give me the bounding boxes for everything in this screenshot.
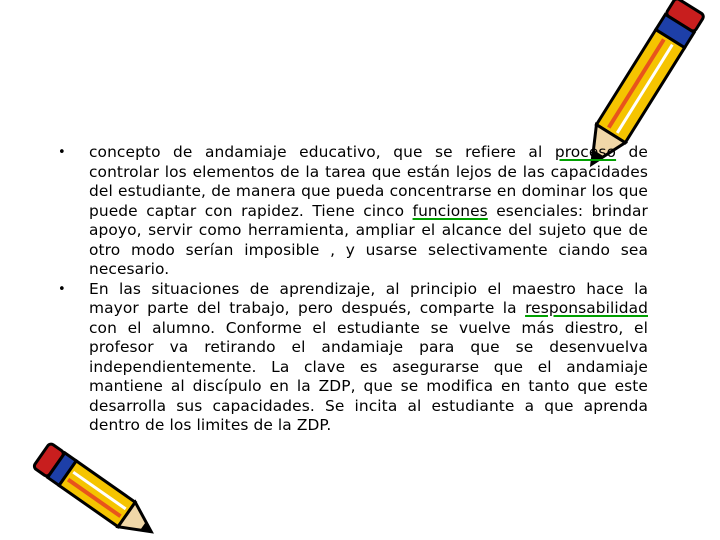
link-funciones[interactable]: funciones: [412, 201, 488, 220]
item-text: esenciales: brindar apoyo, servir como herramienta, ampliar el alcance del sujeto que de otro modo serían imposible , y usarse selectivamente ciando sea necesario.: [89, 201, 648, 278]
link-responsabilidad[interactable]: responsabilidad: [525, 299, 648, 317]
item-text: de controlar los elementos de la tarea que están lejos de las capacidades del estudiante, de manera que pueda concentrarse en dominar los que puede captar con rapidez. Tiene cinco: [89, 143, 648, 220]
link-proceso[interactable]: proceso: [554, 143, 617, 161]
item-text: concepto de andamiaje educativo, que se refiere al: [89, 143, 555, 161]
pencil-icon: [30, 438, 155, 540]
bullet-marker: •: [58, 145, 66, 160]
bullet-marker: •: [58, 281, 66, 297]
bullet-list: [56, 143, 648, 436]
list-item: [56, 143, 648, 280]
list-item: [56, 280, 648, 436]
item-text: En las situaciones de aprendizaje, al principio el maestro hace la mayor parte del trabajo, pero después, comparte la: [89, 279, 648, 317]
item-text: con el alumno. Conforme el estudiante se vuelve más diestro, el profesor va retirando el andamiaje para que se desenvuelva independientemente. La clave es asegurarse que el andamiaje mantiene al discípulo en la ZDP, que se modifica en tanto que este desarrolla sus capacidades. Se incita al estudiante a que aprenda dentro de los limites de la ZDP.: [89, 318, 648, 434]
